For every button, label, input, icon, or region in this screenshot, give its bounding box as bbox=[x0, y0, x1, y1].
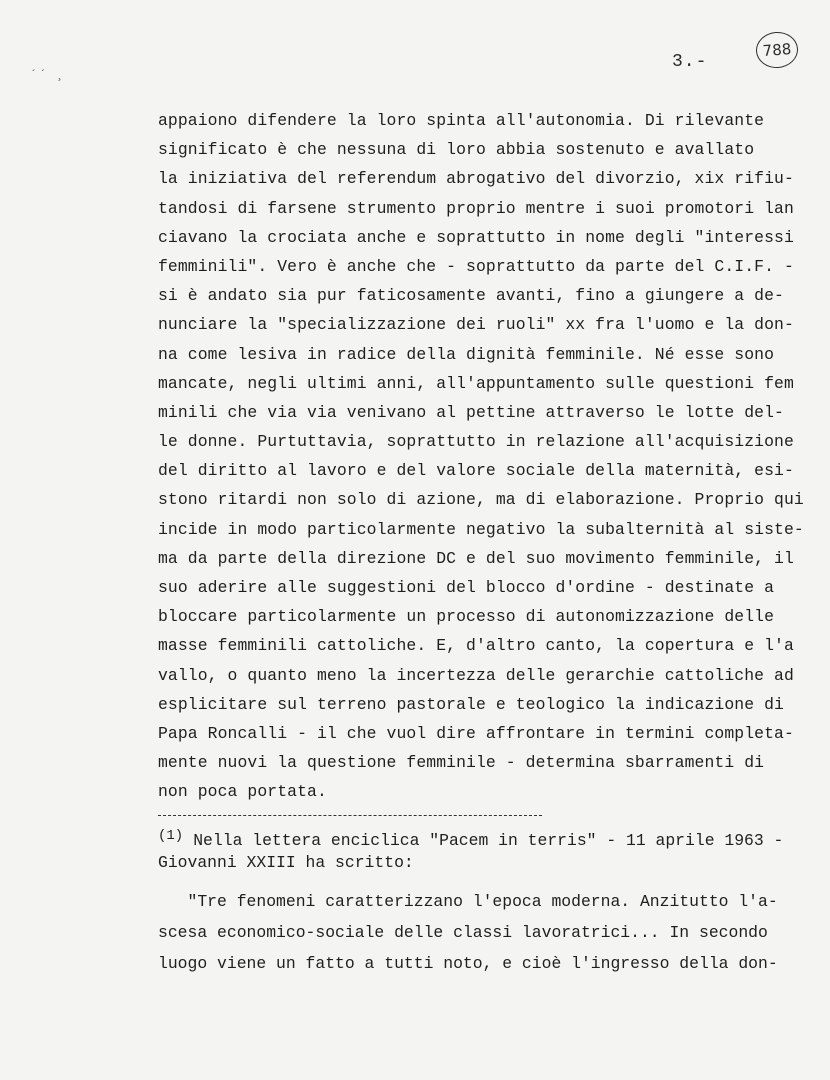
text-line: la iniziativa del referendum abrogativo del divorzio, xix rifiu- bbox=[158, 169, 794, 189]
text-line: na come lesiva in radice della dignità femminile. Né esse sono bbox=[158, 344, 775, 364]
corner-marks: ´´ ¸ bbox=[30, 68, 67, 82]
text-line: le donne. Purtuttavia, soprattutto in relazione all'acquisizione bbox=[158, 432, 794, 452]
text-line: del diritto al lavoro e del valore sociale della maternità, esi- bbox=[158, 461, 794, 481]
footnote-marker: (1) bbox=[158, 828, 184, 844]
body-text bbox=[158, 106, 804, 807]
quote-line: scesa economico-sociale delle classi lavoratrici... In secondo bbox=[158, 923, 768, 942]
archive-stamp bbox=[755, 31, 799, 70]
text-line: esplicitare sul terreno pastorale e teologico la indicazione di bbox=[158, 694, 784, 714]
text-line: mancate, negli ultimi anni, all'appuntamento sulle questioni fem bbox=[158, 373, 794, 393]
text-line: Papa Roncalli - il che vuol dire affrontare in termini completa- bbox=[158, 723, 794, 743]
footnote-quote bbox=[158, 886, 798, 979]
text-line: femminili". Vero è anche che - soprattutto da parte del C.I.F. - bbox=[158, 256, 794, 276]
text-line: bloccare particolarmente un processo di autonomizzazione delle bbox=[158, 607, 775, 627]
text-line: suo aderire alle suggestioni del blocco d'ordine - destinate a bbox=[158, 578, 775, 597]
footnote-text: Nella lettera enciclica "Pacem in terris" - 11 aprile 1963 - bbox=[193, 831, 784, 850]
text-line: vallo, o quanto meno la incertezza delle gerarchie cattoliche ad bbox=[158, 665, 794, 685]
text-line: appaiono difendere la loro spinta all'autonomia. Di rilevante bbox=[158, 111, 765, 130]
footnote-line-2: Giovanni XXIII ha scritto: bbox=[158, 853, 414, 872]
footnote-separator bbox=[158, 815, 542, 816]
text-line: significato è che nessuna di loro abbia sostenuto e avallato bbox=[158, 140, 755, 160]
footnote bbox=[158, 830, 798, 874]
text-line: non poca portata. bbox=[158, 782, 327, 802]
text-line: ma da parte della direzione DC e del suo movimento femminile, il bbox=[158, 548, 794, 568]
quote-line: "Tre fenomeni caratterizzano l'epoca moderna. Anzitutto l'a- bbox=[158, 892, 778, 911]
stamp-number: 788 bbox=[762, 40, 792, 60]
text-line: stono ritardi non solo di azione, ma di elaborazione. Proprio qui bbox=[158, 490, 804, 510]
text-line: si è andato sia pur faticosamente avanti, fino a giungere a de- bbox=[158, 286, 784, 306]
footnote-line-1 bbox=[158, 830, 798, 852]
text-line: mente nuovi la questione femminile - determina sbarramenti di bbox=[158, 753, 765, 773]
text-line: nunciare la "specializzazione dei ruoli" xx fra l'uomo e la don- bbox=[158, 315, 794, 335]
quote-line: luogo viene un fatto a tutti noto, e cioè l'ingresso della don- bbox=[158, 954, 778, 973]
text-line: ciavano la crociata anche e soprattutto in nome degli "interessi bbox=[158, 227, 794, 247]
text-line: incide in modo particolarmente negativo la subalternità al siste- bbox=[158, 519, 804, 539]
text-line: tandosi di farsene strumento proprio mentre i suoi promotori lan bbox=[158, 198, 794, 218]
text-line: minili che via via venivano al pettine attraverso le lotte del- bbox=[158, 402, 784, 422]
page-number: 3.- bbox=[672, 52, 708, 72]
text-line: masse femminili cattoliche. E, d'altro canto, la copertura e l'a bbox=[158, 636, 794, 656]
